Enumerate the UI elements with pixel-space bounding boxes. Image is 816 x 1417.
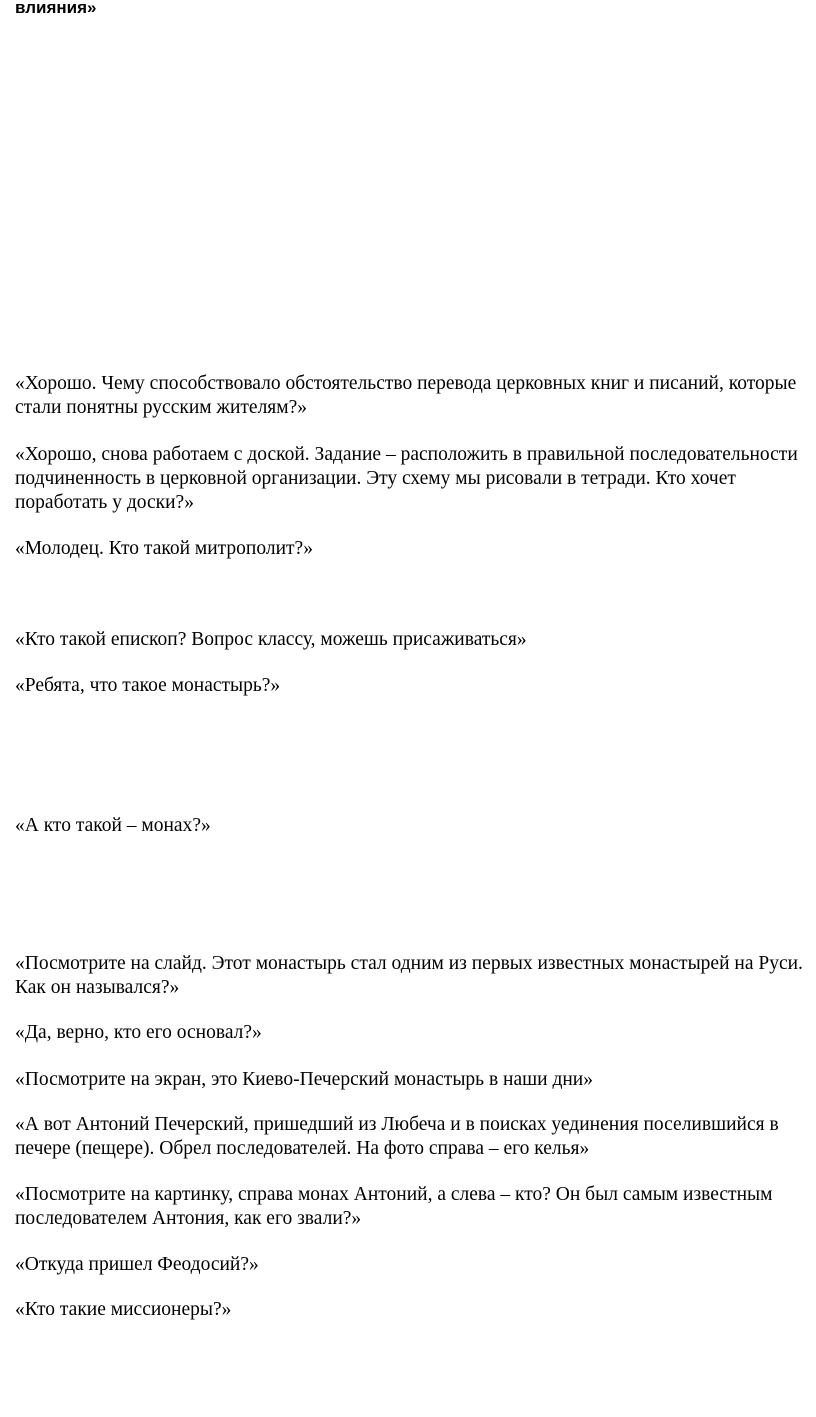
paragraph-antony-description: «А вот Антоний Печерский, пришедший из Любеча и в поисках уединения поселившийся в печере (пещере). Обрел последователей. На фото справа – его келья»: [15, 1114, 779, 1159]
paragraph-founder-question: «Да, верно, кто его основал?»: [15, 1022, 262, 1043]
paragraph-missionaries-question: «Кто такие миссионеры?»: [15, 1299, 232, 1320]
paragraph-board-task: «Хорошо, снова работаем с доской. Задание – расположить в правильной последовательности подчиненность в церковной организации. Эту схему мы рисовали в тетради. Кто хочет поработать у доски?»: [15, 444, 798, 513]
paragraph-screen-monastery: «Посмотрите на экран, это Киево-Печерский монастырь в наши дни»: [15, 1069, 593, 1090]
paragraph-monastery-question: «Ребята, что такое монастырь?»: [15, 675, 281, 696]
top-text-fragment: влияния»: [15, 0, 97, 17]
paragraph-bishop-question: «Кто такой епископ? Вопрос классу, можешь присаживаться»: [15, 629, 527, 650]
paragraph-translation-question: «Хорошо. Чему способствовало обстоятельство перевода церковных книг и писаний, которые стали понятны русским жителям?»: [15, 373, 797, 418]
paragraph-slide-monastery: «Посмотрите на слайд. Этот монастырь стал одним из первых известных монастырей на Руси. Как он назывался?»: [15, 953, 803, 998]
paragraph-picture-question: «Посмотрите на картинку, справа монах Антоний, а слева – кто? Он был самым известным последователем Антония, как его звали?»: [15, 1184, 773, 1229]
paragraph-monk-question: «А кто такой – монах?»: [15, 815, 211, 836]
paragraph-feodosy-question: «Откуда пришел Феодосий?»: [15, 1254, 259, 1275]
paragraph-metropolitan-question: «Молодец. Кто такой митрополит?»: [15, 538, 313, 559]
